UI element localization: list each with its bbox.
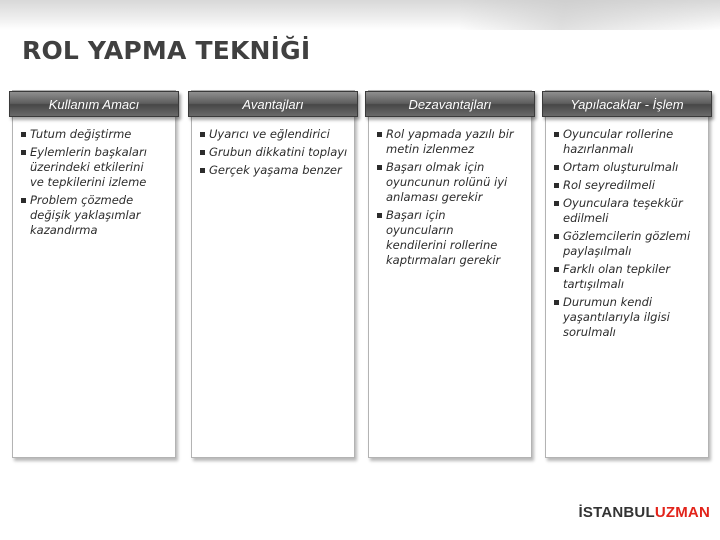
column-disadvantages [368, 90, 532, 458]
list-item: Durumun kendi yaşantılarıyla ilgisi sorulmalı [554, 295, 702, 340]
bullet-list [200, 127, 348, 181]
list-item: Farklı olan tepkiler tartışılmalı [554, 262, 702, 292]
bullet-list [554, 127, 702, 343]
list-item: Eylemlerin başkaları üzerindeki etkilerini ve tepkilerini izleme [21, 145, 157, 190]
brand-logo [579, 504, 710, 521]
list-item: Gözlemcilerin gözlemi paylaşılmalı [554, 229, 702, 259]
list-item: Oyuncular rollerine hazırlanmalı [554, 127, 702, 157]
list-item: Gerçek yaşama benzer [200, 163, 348, 178]
logo-text-accent: UZMAN [654, 504, 710, 521]
list-item: Uyarıcı ve eğlendirici [200, 127, 348, 142]
list-item: Rol yapmada yazılı bir metin izlenmez [377, 127, 515, 157]
bullet-list [21, 127, 157, 241]
list-item: Başarı için oyuncuların kendilerini rollerine kaptırmaları gerekir [377, 208, 515, 268]
column-header: Dezavantajları [365, 91, 535, 117]
column-header: Avantajları [188, 91, 358, 117]
column-header: Kullanım Amacı [9, 91, 179, 117]
column-usage-purpose [12, 90, 176, 458]
slide-title: ROL YAPMA TEKNİĞİ [22, 36, 311, 65]
header-decoration-band [0, 0, 720, 30]
column-header: Yapılacaklar - İşlem [542, 91, 712, 117]
column-todo-process [545, 90, 709, 458]
column-advantages [191, 90, 355, 458]
list-item: Başarı olmak için oyuncunun rolünü iyi anlaması gerekir [377, 160, 515, 205]
list-item: Tutum değiştirme [21, 127, 157, 142]
bullet-list [377, 127, 515, 271]
list-item: Grubun dikkatini toplayı [200, 145, 348, 160]
list-item: Ortam oluşturulmalı [554, 160, 702, 175]
list-item: Problem çözmede değişik yaklaşımlar kazandırma [21, 193, 157, 238]
logo-text-primary: İSTANBUL [578, 504, 655, 521]
list-item: Rol seyredilmeli [554, 178, 702, 193]
list-item: Oyunculara teşekkür edilmeli [554, 196, 702, 226]
